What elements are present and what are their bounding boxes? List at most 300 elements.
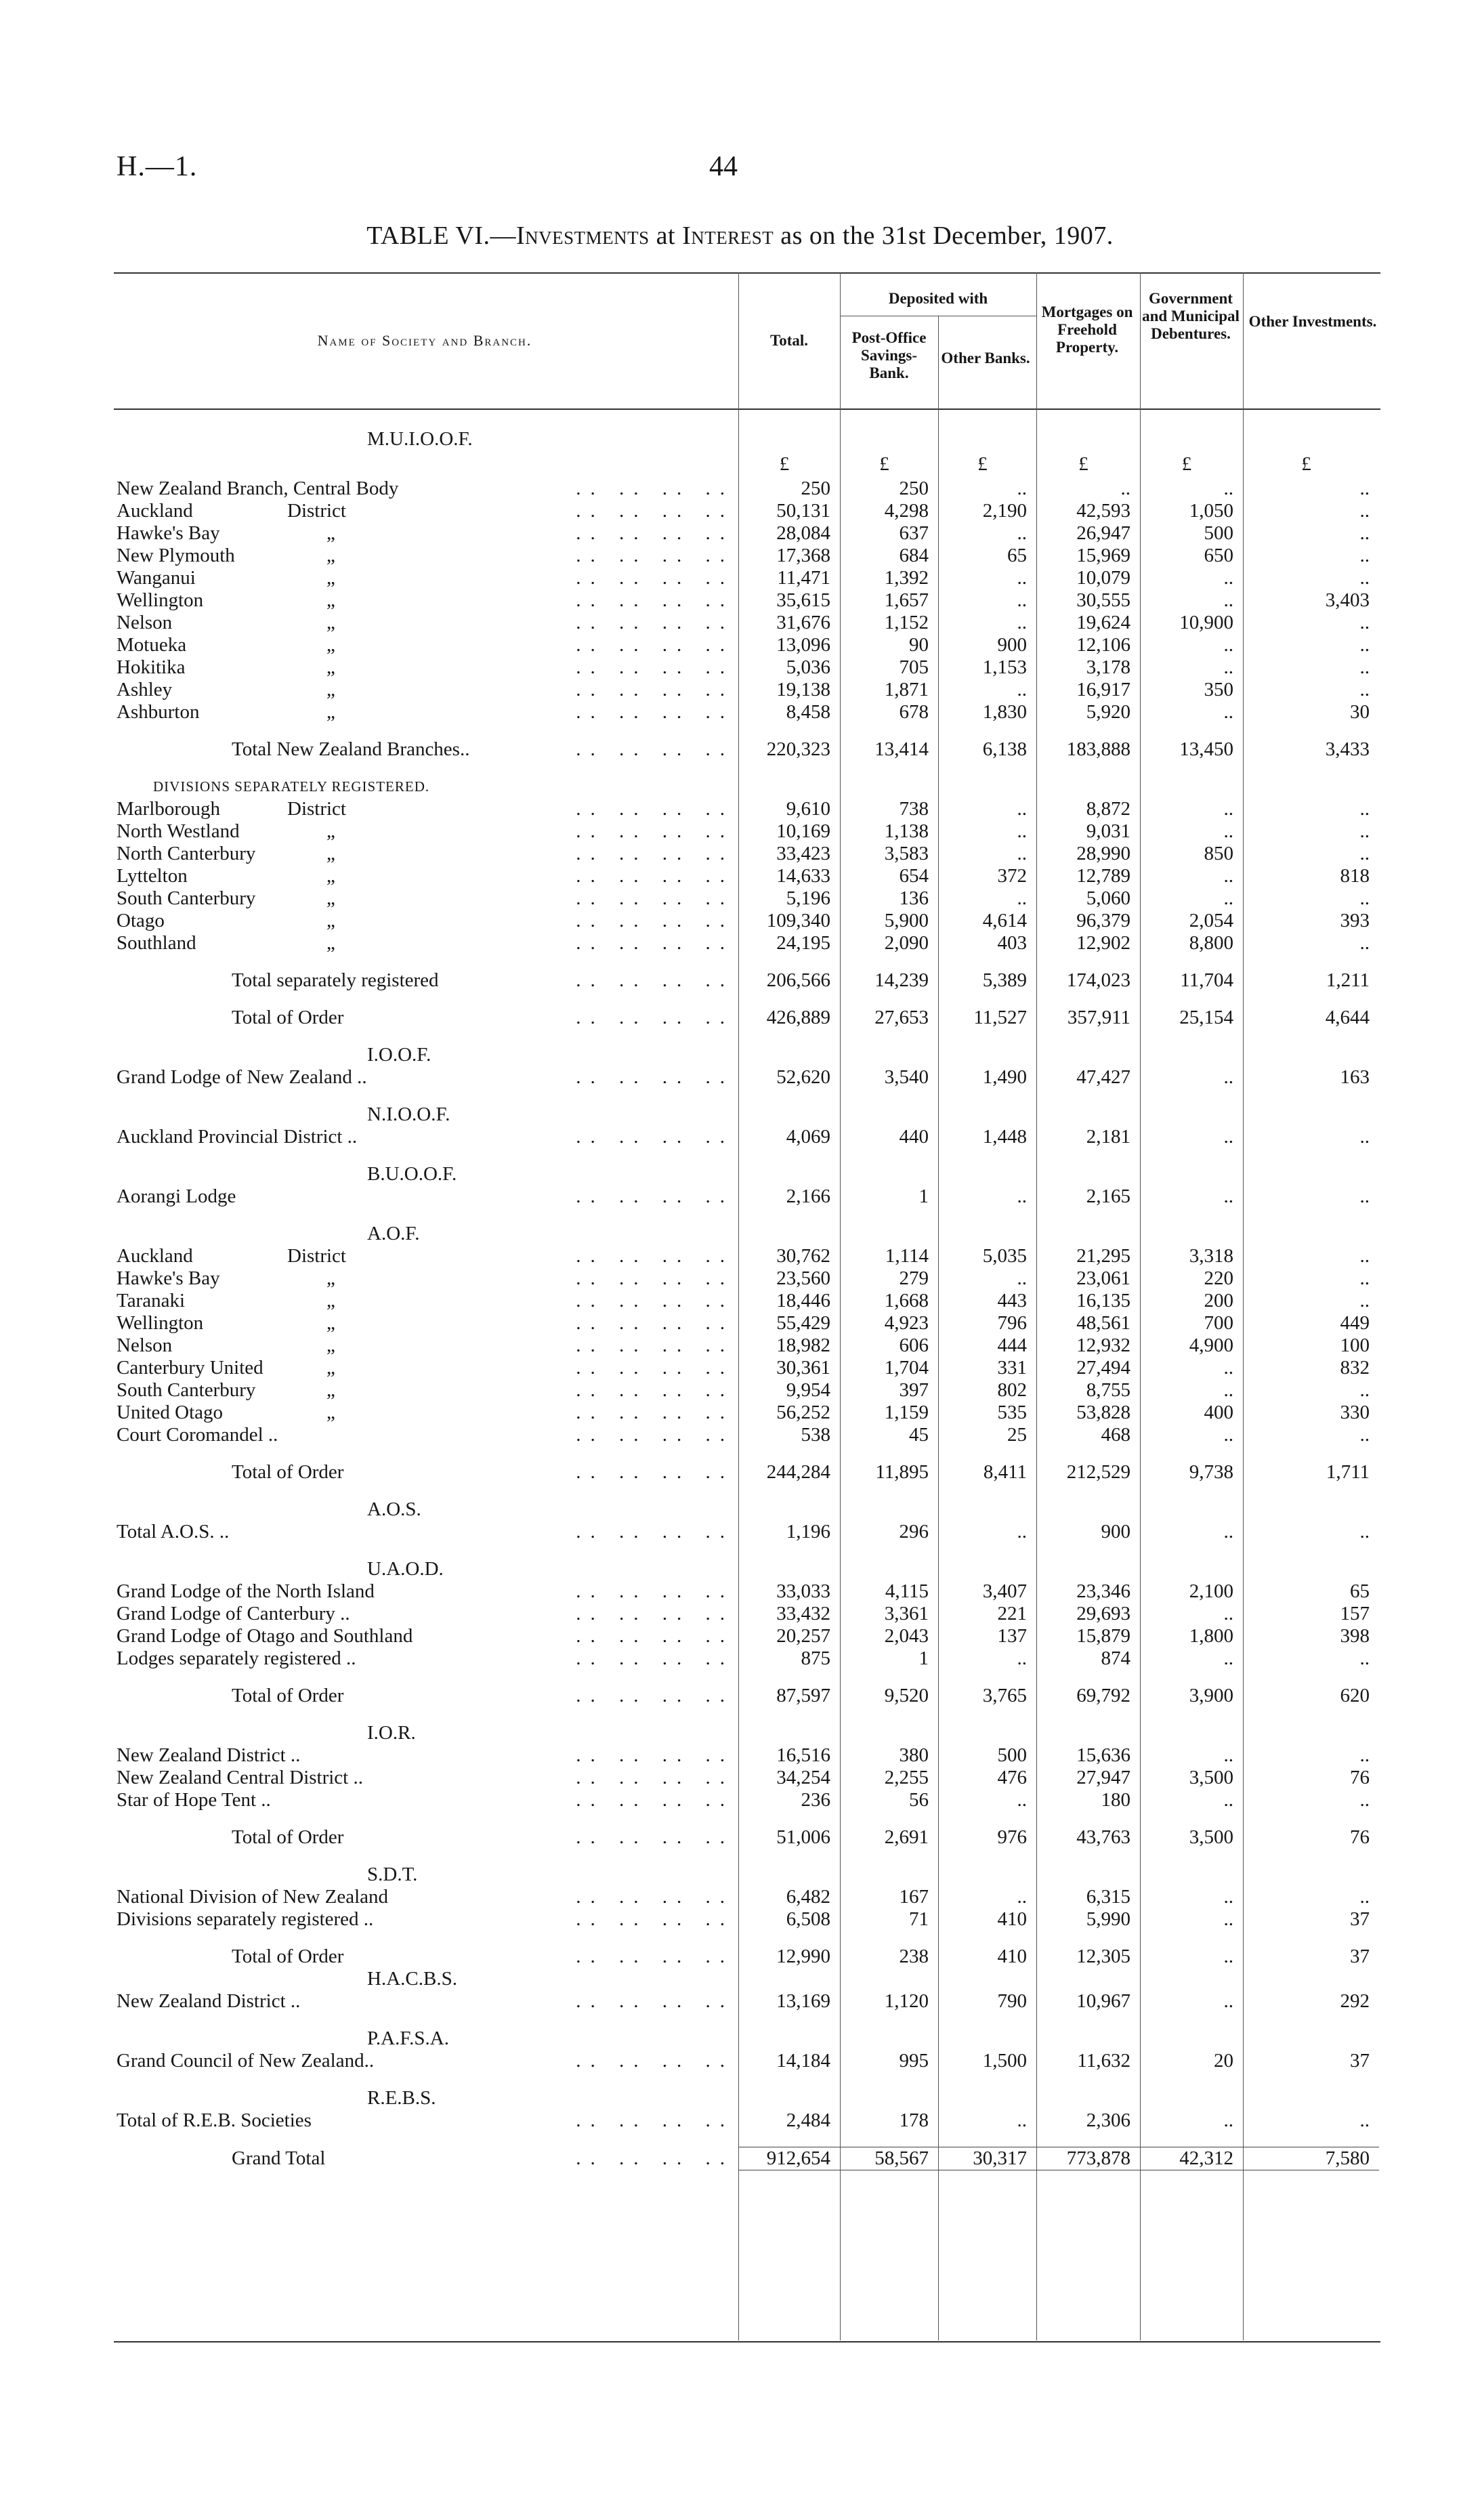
row-label xyxy=(117,1744,738,1767)
cell-mortgages: 8,755 xyxy=(1086,1379,1130,1401)
label-text: Total of Order xyxy=(232,1685,344,1706)
cell-other-banks: .. xyxy=(1017,589,1027,611)
cell-post-office: 1,120 xyxy=(884,1990,929,2012)
table-body xyxy=(117,428,1379,2170)
spacer-cell xyxy=(1243,954,1379,969)
blank-cell xyxy=(1140,1104,1243,1126)
blank-cell xyxy=(1036,1722,1140,1744)
cell-mortgages: 19,624 xyxy=(1076,612,1130,633)
row-label xyxy=(117,1402,738,1424)
table-row xyxy=(117,865,1379,887)
leader-dots: .. .. .. .. xyxy=(576,1744,734,1766)
cell-other-banks: 6,138 xyxy=(982,738,1027,760)
leader-dots: .. .. .. .. xyxy=(576,865,734,887)
label-text: South Canterbury xyxy=(117,1379,256,1401)
ditto-mark: „ xyxy=(326,545,335,566)
cell-total: 35,615 xyxy=(776,589,830,611)
cell-mortgages: 11,632 xyxy=(1077,2050,1130,2072)
cell-government: .. xyxy=(1223,478,1233,499)
table-row xyxy=(117,843,1379,865)
blank-cell xyxy=(1036,1558,1140,1580)
spacer-cell xyxy=(1140,1849,1243,1864)
leader-dots: .. .. .. .. xyxy=(576,738,734,760)
blank-cell xyxy=(1036,1498,1140,1521)
cell-mortgages: 27,947 xyxy=(1076,1767,1130,1788)
cell-other-investments: 76 xyxy=(1350,1826,1370,1848)
label-text: New Zealand District .. xyxy=(117,1744,301,1766)
blank-cell xyxy=(1243,1558,1379,1580)
cell-post-office: 4,115 xyxy=(885,1580,929,1602)
table-title: TABLE VI.—Investments at Interest as on the 31st December, 1907. xyxy=(366,222,1114,250)
spacer-cell xyxy=(117,1089,738,1104)
cell-mortgages: 53,828 xyxy=(1076,1402,1130,1423)
column-header-other-banks: Other Banks. xyxy=(941,350,1030,366)
cell-total: 236 xyxy=(801,1789,830,1811)
blank-cell xyxy=(840,1104,938,1126)
row-label xyxy=(117,1647,738,1670)
label-text: Grand Lodge of Otago and Southland xyxy=(117,1625,413,1647)
leader-dots: .. .. .. .. xyxy=(576,1357,734,1379)
cell-government: 700 xyxy=(1204,1312,1233,1334)
cell-total: 13,096 xyxy=(776,634,830,656)
label-text: National Division of New Zealand xyxy=(117,1886,389,1908)
leader-dots: .. .. .. .. xyxy=(576,932,734,954)
cell-other-investments: 76 xyxy=(1350,1767,1370,1788)
cell-post-office: 58,567 xyxy=(840,2147,938,2170)
spacer-cell xyxy=(840,1446,938,1461)
label-text: Lyttelton xyxy=(117,865,188,887)
row-label xyxy=(117,589,738,612)
label-text: United Otago xyxy=(117,1402,224,1423)
cell-mortgages: .. xyxy=(1120,478,1130,499)
spacer-cell xyxy=(738,1931,840,1946)
table-row xyxy=(117,701,1379,723)
blank-cell xyxy=(938,1223,1036,1245)
table-row xyxy=(117,1647,1379,1670)
leader-dots: .. .. .. .. xyxy=(576,2050,734,2072)
section-heading: H.A.C.B.S. xyxy=(367,1968,457,1990)
spacer-cell xyxy=(117,2072,738,2087)
cell-total: 33,033 xyxy=(776,1580,830,1602)
blank-cell xyxy=(1243,2028,1379,2050)
blank-cell xyxy=(840,1558,938,1580)
cell-mortgages: 96,379 xyxy=(1076,910,1130,931)
label-text: North Canterbury xyxy=(117,843,256,864)
table-row xyxy=(117,969,1379,992)
spacer-cell xyxy=(738,1707,840,1722)
cell-other-banks: 1,830 xyxy=(982,701,1027,723)
cell-government: 2,054 xyxy=(1189,910,1233,931)
label-text: Nelson xyxy=(117,612,173,633)
cell-total: 30,762 xyxy=(776,1245,830,1267)
table-row xyxy=(117,738,1379,761)
leader-dots: .. .. .. .. xyxy=(576,522,734,544)
spacer-cell xyxy=(738,723,840,738)
row-label xyxy=(117,1603,738,1625)
cell-other-banks: 3,765 xyxy=(982,1685,1027,1706)
spacer-cell xyxy=(738,1148,840,1163)
spacer-cell xyxy=(1036,1148,1140,1163)
ditto-mark: „ xyxy=(326,887,335,909)
spacer-cell xyxy=(738,1811,840,1826)
cell-government: 25,154 xyxy=(1179,1007,1233,1028)
cell-other-banks: 443 xyxy=(997,1290,1027,1311)
label-text: Total of Order xyxy=(232,1946,344,1967)
cell-government: 200 xyxy=(1204,1290,1233,1311)
spacer-cell xyxy=(1140,1089,1243,1104)
cell-post-office: 4,298 xyxy=(884,500,929,522)
blank-cell xyxy=(1243,1163,1379,1185)
blank-cell xyxy=(938,2087,1036,2109)
table-row xyxy=(117,1335,1379,1357)
table-row xyxy=(117,1767,1379,1789)
spacer-cell xyxy=(1036,2072,1140,2087)
leader-dots: .. .. .. .. xyxy=(576,1789,734,1811)
table-row xyxy=(117,612,1379,634)
blank-cell xyxy=(1140,428,1243,450)
ditto-mark: „ xyxy=(326,843,335,864)
cell-mortgages: 48,561 xyxy=(1076,1312,1130,1334)
cell-other-banks: .. xyxy=(1017,679,1027,700)
blank-cell xyxy=(738,2087,840,2109)
spacer-cell xyxy=(1243,761,1379,776)
blank-cell xyxy=(1140,776,1243,798)
cell-government: 1,800 xyxy=(1189,1625,1233,1647)
cell-government: .. xyxy=(1223,656,1233,678)
table-row xyxy=(117,478,1379,500)
cell-mortgages: 12,789 xyxy=(1076,865,1130,887)
blank-cell xyxy=(840,1498,938,1521)
cell-total: 24,195 xyxy=(776,932,830,954)
row-label xyxy=(117,679,738,701)
spacer-cell xyxy=(1036,1543,1140,1558)
table-row xyxy=(117,2087,1379,2109)
leader-dots: .. .. .. .. xyxy=(576,1685,734,1706)
column-header-post-office: Post-Office Savings-Bank. xyxy=(851,329,927,381)
cell-post-office: 684 xyxy=(899,545,929,566)
cell-total: 18,446 xyxy=(776,1290,830,1311)
spacer-cell xyxy=(1243,1029,1379,1044)
cell-post-office: 1,392 xyxy=(884,567,929,589)
cell-government: .. xyxy=(1223,2109,1233,2131)
table-row xyxy=(117,1722,1379,1744)
cell-other-investments: 398 xyxy=(1340,1625,1370,1647)
cell-total: 109,340 xyxy=(766,910,830,931)
cell-post-office: 1,159 xyxy=(884,1402,929,1423)
table-row xyxy=(117,522,1379,545)
spacer-cell xyxy=(1140,1543,1243,1558)
label-text: Auckland Provincial District .. xyxy=(117,1126,358,1148)
table-row xyxy=(117,634,1379,656)
cell-government: .. xyxy=(1223,1424,1233,1446)
ditto-mark: „ xyxy=(326,567,335,589)
cell-other-investments: .. xyxy=(1359,2109,1370,2131)
cell-mortgages: 773,878 xyxy=(1036,2147,1140,2170)
spacer-cell xyxy=(840,954,938,969)
cell-other-banks: 500 xyxy=(997,1744,1027,1766)
table-row xyxy=(117,761,1379,776)
subsection-heading: DIVISIONS SEPARATELY REGISTERED. xyxy=(153,778,430,795)
spacer-cell xyxy=(1243,723,1379,738)
cell-post-office: 397 xyxy=(899,1379,929,1401)
cell-post-office: 2,691 xyxy=(884,1826,929,1848)
cell-government: .. xyxy=(1223,1908,1233,1930)
label-text: Court Coromandel .. xyxy=(117,1424,278,1446)
blank-cell xyxy=(738,1223,840,1245)
total-label xyxy=(117,969,738,992)
label-text: Hokitika xyxy=(117,656,186,678)
cell-other-investments: .. xyxy=(1359,1379,1370,1401)
spacer-cell xyxy=(840,1670,938,1685)
ditto-mark: „ xyxy=(326,1335,335,1356)
cell-total: 55,429 xyxy=(776,1312,830,1334)
spacer-cell xyxy=(1243,2072,1379,2087)
cell-other-banks: 5,389 xyxy=(982,969,1027,991)
cell-mortgages: 5,060 xyxy=(1086,887,1130,909)
leader-dots: .. .. .. .. xyxy=(576,843,734,864)
spacer-cell xyxy=(1243,1849,1379,1864)
cell-government: 1,050 xyxy=(1189,500,1233,522)
cell-post-office: 296 xyxy=(899,1521,929,1542)
label-text: Auckland xyxy=(117,500,193,522)
leader-dots: .. .. .. .. xyxy=(576,798,734,820)
blank-cell xyxy=(1243,1722,1379,1744)
cell-other-banks: 900 xyxy=(997,634,1027,656)
leader-dots: .. .. .. .. xyxy=(576,1990,734,2012)
spacer-cell xyxy=(840,1543,938,1558)
cell-mortgages: 5,920 xyxy=(1086,701,1130,723)
cell-total: 9,610 xyxy=(786,798,830,820)
cell-government: .. xyxy=(1223,1185,1233,1207)
label-text: Total of R.E.B. Societies xyxy=(117,2109,312,2131)
row-label xyxy=(117,545,738,567)
blank-cell xyxy=(840,1722,938,1744)
leader-dots: .. .. .. .. xyxy=(576,1647,734,1669)
cell-other-banks: 976 xyxy=(997,1826,1027,1848)
cell-government: 400 xyxy=(1204,1402,1233,1423)
label-text: New Plymouth xyxy=(117,545,235,566)
cell-total: 23,560 xyxy=(776,1267,830,1289)
blank-cell xyxy=(938,1558,1036,1580)
label-text: Total A.O.S. .. xyxy=(117,1521,230,1542)
blank-cell xyxy=(938,1104,1036,1126)
cell-other-banks: 372 xyxy=(997,865,1027,887)
ditto-mark: „ xyxy=(326,1379,335,1401)
ditto-mark: „ xyxy=(326,1312,335,1334)
table-row xyxy=(117,1744,1379,1767)
spacer-cell xyxy=(938,723,1036,738)
table-row xyxy=(117,1126,1379,1148)
cell-mortgages: 2,165 xyxy=(1086,1185,1130,1207)
blank-cell xyxy=(1243,2087,1379,2109)
cell-post-office: 14,239 xyxy=(874,969,929,991)
table-row xyxy=(117,1789,1379,1811)
table-row xyxy=(117,1685,1379,1707)
cell-other-investments: 37 xyxy=(1350,2050,1370,2072)
table-row xyxy=(117,1521,1379,1543)
cell-other-investments: 3,433 xyxy=(1325,738,1370,760)
cell-other-banks: 5,035 xyxy=(982,1245,1027,1267)
cell-government: .. xyxy=(1223,1647,1233,1669)
cell-government: 220 xyxy=(1204,1267,1233,1289)
spacer-cell xyxy=(738,1029,840,1044)
spacer-cell xyxy=(1243,1811,1379,1826)
cell-mortgages: 874 xyxy=(1101,1647,1130,1669)
cell-mortgages: 30,555 xyxy=(1076,589,1130,611)
blank-cell xyxy=(1243,1864,1379,1886)
total-label xyxy=(117,1946,738,1968)
ditto-mark: „ xyxy=(326,1357,335,1379)
spacer-cell xyxy=(840,723,938,738)
page-header xyxy=(117,150,1376,191)
row-label xyxy=(117,1990,738,2013)
row-label xyxy=(117,701,738,723)
cell-mortgages: 43,763 xyxy=(1076,1826,1130,1848)
investments-table xyxy=(117,428,1379,2170)
cell-other-banks: 4,614 xyxy=(982,910,1027,931)
ditto-mark: „ xyxy=(326,522,335,544)
cell-other-investments: 620 xyxy=(1340,1685,1370,1706)
label-text: Nelson xyxy=(117,1335,173,1356)
spacer-cell xyxy=(1243,2132,1379,2147)
leader-dots: .. .. .. .. xyxy=(576,1886,734,1908)
section-heading: A.O.S. xyxy=(367,1498,421,1520)
cell-mortgages: 23,346 xyxy=(1076,1580,1130,1602)
blank-cell xyxy=(840,428,938,450)
leader-dots: .. .. .. .. xyxy=(576,478,734,499)
ditto-mark: „ xyxy=(326,656,335,678)
spacer-cell xyxy=(1036,1208,1140,1223)
ditto-mark: „ xyxy=(326,865,335,887)
row-label xyxy=(117,1908,738,1931)
table-row xyxy=(117,1707,1379,1722)
blank-cell xyxy=(938,776,1036,798)
table-row xyxy=(117,2013,1379,2028)
leader-dots: .. .. .. .. xyxy=(576,589,734,611)
row-label xyxy=(117,910,738,932)
table-row xyxy=(117,798,1379,820)
cell-other-banks: 331 xyxy=(997,1357,1027,1379)
cell-other-banks: 410 xyxy=(997,1946,1027,1967)
spacer-cell xyxy=(1243,1543,1379,1558)
leader-dots: .. .. .. .. xyxy=(576,2147,734,2169)
spacer-cell xyxy=(840,992,938,1007)
spacer-cell xyxy=(117,2132,738,2147)
cell-total: 12,990 xyxy=(776,1946,830,1967)
ditto-mark: „ xyxy=(326,1290,335,1311)
blank-cell xyxy=(938,1722,1036,1744)
table-row xyxy=(117,1864,1379,1886)
row-label xyxy=(117,1312,738,1335)
label-text: Ashley xyxy=(117,679,173,700)
cell-total: 8,458 xyxy=(786,701,830,723)
label-text: Hawke's Bay xyxy=(117,1267,220,1289)
district-word: District xyxy=(287,1245,346,1267)
ditto-mark: „ xyxy=(326,589,335,611)
spacer-cell xyxy=(938,2132,1036,2147)
spacer-cell xyxy=(1243,1931,1379,1946)
label-text: Divisions separately registered .. xyxy=(117,1908,374,1930)
cell-other-banks: .. xyxy=(1017,478,1027,499)
cell-other-banks: 25 xyxy=(1007,1424,1027,1446)
cell-other-investments: 157 xyxy=(1340,1603,1370,1624)
leader-dots: .. .. .. .. xyxy=(576,1625,734,1647)
cell-other-banks: 796 xyxy=(997,1312,1027,1334)
cell-total: 50,131 xyxy=(776,500,830,522)
cell-other-investments: 37 xyxy=(1350,1946,1370,1967)
blank-cell xyxy=(1243,428,1379,450)
cell-government: .. xyxy=(1223,1990,1233,2012)
spacer-cell xyxy=(117,1707,738,1722)
label-text: Aorangi Lodge xyxy=(117,1185,236,1207)
cell-total: 11,471 xyxy=(777,567,830,589)
spacer-cell xyxy=(938,1849,1036,1864)
cell-post-office: 637 xyxy=(899,522,929,544)
spacer-cell xyxy=(1140,1707,1243,1722)
leader-dots: .. .. .. .. xyxy=(576,1461,734,1483)
leader-dots: .. .. .. .. xyxy=(576,612,734,633)
row-label xyxy=(117,634,738,656)
cell-other-banks: 444 xyxy=(997,1335,1027,1356)
table-row xyxy=(117,567,1379,589)
spacer-cell xyxy=(938,1811,1036,1826)
spacer-cell xyxy=(1036,992,1140,1007)
cell-other-investments: 100 xyxy=(1340,1335,1370,1356)
cell-other-investments: 7,580 xyxy=(1243,2147,1379,2170)
total-label xyxy=(117,1007,738,1029)
label-text: Auckland xyxy=(117,1245,193,1267)
cell-post-office: 3,540 xyxy=(884,1066,929,1088)
cell-post-office: 178 xyxy=(899,2109,929,2131)
cell-government: .. xyxy=(1223,887,1233,909)
row-label xyxy=(117,656,738,679)
spacer-cell xyxy=(1140,2013,1243,2028)
column-header-name: Name of Society and Branch. xyxy=(317,332,532,349)
spacer-cell xyxy=(840,1029,938,1044)
spacer-cell xyxy=(840,1208,938,1223)
cell-other-banks: 65 xyxy=(1007,545,1027,566)
spacer-cell xyxy=(1140,992,1243,1007)
cell-other-banks: 403 xyxy=(997,932,1027,954)
leader-dots: .. .. .. .. xyxy=(576,1007,734,1028)
cell-total: 31,676 xyxy=(776,612,830,633)
row-label xyxy=(117,1580,738,1603)
row-label xyxy=(117,798,738,820)
spacer-cell xyxy=(938,1148,1036,1163)
spacer-cell xyxy=(738,1208,840,1223)
table-row xyxy=(117,776,1379,798)
cell-post-office: 1 xyxy=(918,1185,929,1207)
row-label xyxy=(117,2050,738,2072)
table-row xyxy=(117,1946,1379,1968)
cell-other-investments: .. xyxy=(1359,798,1370,820)
table-row xyxy=(117,887,1379,910)
table-row xyxy=(117,1267,1379,1290)
spacer-cell xyxy=(1036,2132,1140,2147)
cell-total: 2,166 xyxy=(786,1185,830,1207)
leader-dots: .. .. .. .. xyxy=(576,1290,734,1311)
blank-cell xyxy=(840,1163,938,1185)
spacer-cell xyxy=(1140,1931,1243,1946)
label-text: North Westland xyxy=(117,820,240,842)
spacer-cell xyxy=(1036,723,1140,738)
label-text: Wellington xyxy=(117,589,204,611)
row-label xyxy=(117,522,738,545)
label-text: Ashburton xyxy=(117,701,200,723)
blank-cell xyxy=(938,1498,1036,1521)
blank-cell xyxy=(1243,776,1379,798)
section-heading: R.E.B.S. xyxy=(367,2087,436,2109)
